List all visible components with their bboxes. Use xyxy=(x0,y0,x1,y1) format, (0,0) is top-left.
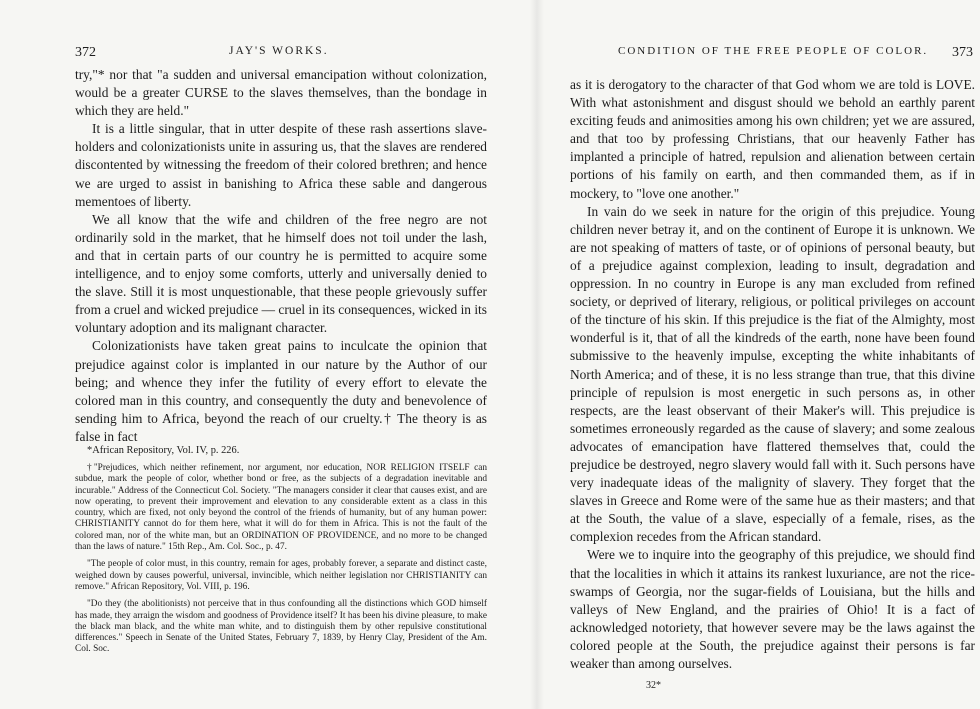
right-paragraph: as it is derogatory to the character of that God whom we are told is LOVE. With what astonishment and disgust should we behold an earthly parent exciting feuds and animosities among his own children; yet we are assured, and that too by professing Christians, that our heavenly Father has implanted a principle of hatred, repulsion and alienation between certain portions of his family on earth, and then commanded them, as if in mockery, to "love one another." xyxy=(570,77,975,201)
left-paragraph: It is a little singular, that in utter despite of these rash assertions slave-holders and colonizationists unite in assuring us, that the slaves are rendered discontented by witnessing the freedom of their colored brethren; and hence we are urged to assist in banishing to Africa these sable and dangerous mementoes of liberty. xyxy=(75,121,487,209)
left-page-number: 372 xyxy=(75,45,96,60)
right-page-body xyxy=(570,76,975,673)
left-running-head: JAY'S WORKS. xyxy=(229,45,329,57)
left-paragraph: Colonizationists have taken great pains to inculcate the opinion that prejudice against color is implanted in our nature by the Author of our being; and whence they infer the futility of every effort to elevate the colored man in this country, and consequently the duty and benevolence of sending him to Africa, beyond the reach of our cruelty.† The theory is as false in fact xyxy=(75,338,487,444)
right-paragraph: In vain do we seek in nature for the origin of this prejudice. Young children never betray it, and on the continent of Europe it is unknown. We are not speaking of matters of taste, or of opinions of personal beauty, but of a prejudice against complexion, leading to insult, degradation and oppression. In no country in Europe is any man excluded from refined society, or deprived of literary, religious, or political privileges on account of the tincture of his skin. If this prejudice is the fiat of the Almighty, most wonderful is it, that of all the kindreds of the earth, none have been found submissive to the heavenly impulse, excepting the white inhabitants of North America; and of these, it is no less strange than true, that this divine principle of repulsion is most energetic in such persons as, in other respects, are the least observant of their Maker's will. This prejudice is sometimes erroneously regarded as the cause of slavery; and some zealous advocates of emancipation have flattered themselves that, could the prejudice be destroyed, negro slavery would fall with it. Such persons have very inadequate ideas of the malignity of slavery. They forget that the slaves in Greece and Rome were of the same hue as their masters; and that at the South, the value of a slave, especially of a female, rises, as the complexion recedes from the African standard. xyxy=(570,203,975,545)
left-paragraph: try,"* nor that "a sudden and universal emancipation without colonization, would be a greater CURSE to the slaves themselves, than the bondage in which they are held." xyxy=(75,67,487,119)
right-paragraph: Were we to inquire into the geography of this prejudice, we should find that the localities in which it attains its rankest luxuriance, are not the rice-swamps of Georgia, nor the sugar-fields of Louisiana, but the hills and valleys of New England, and the prairies of Ohio! It is a fact of acknowledged notoriety, that however severe may be the laws against the colored people at the South, the prejudice against their persons is far weaker than among ourselves. xyxy=(570,547,975,671)
left-page-header xyxy=(75,45,487,61)
right-page-header xyxy=(570,45,975,61)
left-paragraph: We all know that the wife and children of the free negro are not ordinarily sold in the market, that he himself does not toil under the lash, and that in certain parts of our country he is permitted to acquire some intelligence, and to enjoy some comforts, utterly and universally denied to the slave. Still it is most unquestionable, that these people grievously suffer from a cruel and wicked prejudice — cruel in its consequences, wicked in its voluntary adoption and its malignant character. xyxy=(75,211,487,336)
footnote: *African Repository, Vol. IV, p. 226. xyxy=(87,445,240,456)
right-page xyxy=(570,0,975,709)
right-running-head: CONDITION OF THE FREE PEOPLE OF COLOR. xyxy=(618,45,929,57)
footnotes xyxy=(75,444,487,656)
footnote: "Do they (the abolitionists) not perceive that in thus confounding all the distinctions which GOD himself has made, they arraign the wisdom and goodness of Providence itself? It has been his divine pleasure, to make the black man black, and the white man white, and to distinguish them by other repulsive constitutional differences." Speech in Senate of the United States, February 7, 1839, by Henry Clay, President of the Am. Col. Soc. xyxy=(75,599,487,655)
footnote: "The people of color must, in this country, remain for ages, probably forever, a separate and distinct caste, weighed down by causes powerful, universal, invincible, which neither legislation nor CHRISTIANITY can remove." African Repository, Vol. VIII, p. 196. xyxy=(75,559,487,592)
left-page-body xyxy=(75,66,487,446)
left-page xyxy=(75,0,487,709)
gutter-shadow xyxy=(530,0,544,709)
footnote: †"Prejudices, which neither refinement, nor argument, nor education, NOR RELIGION ITSELF can subdue, mark the people of color, whether bond or free, as the subjects of a degradation inevitable and incurable." Address of the Connecticut Col. Society. "The managers consider it clear that causes exist, and are now operating, to prevent their improvement and elevation to any considerable extent as a class in this country, which are fixed, not only beyond the control of the friends of humanity, but of any human power: CHRISTIANITY cannot do for them here, what it will do for them in Africa. This is not the fault of the colored man, nor of the white man, but an ORDINATION OF PROVIDENCE, and no more to be changed than the laws of nature." 15th Rep., Am. Col. Soc., p. 47. xyxy=(75,463,487,553)
right-page-number: 373 xyxy=(952,45,973,60)
signature-mark: 32* xyxy=(646,680,661,691)
